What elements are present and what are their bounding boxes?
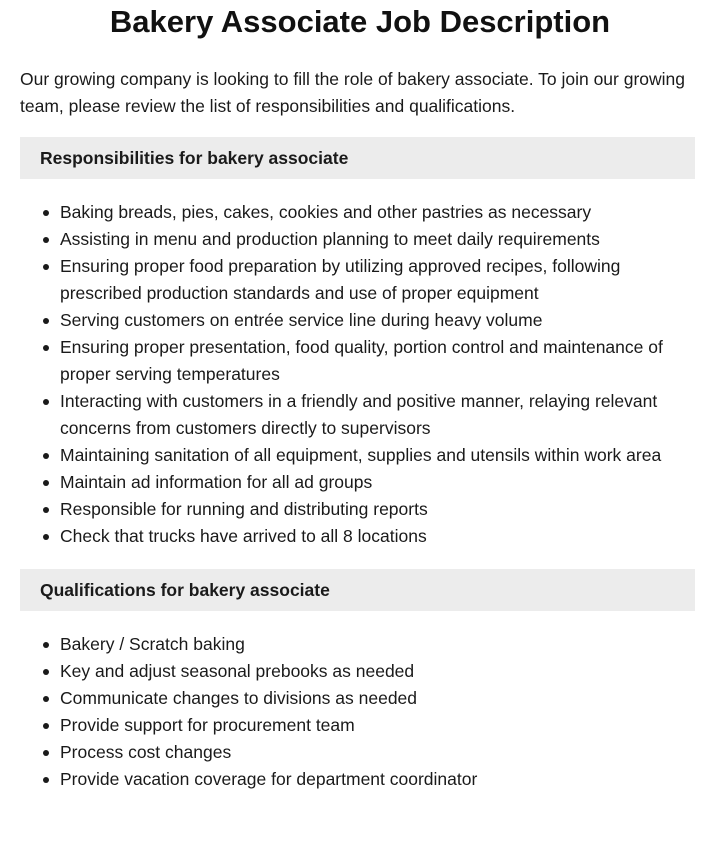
list-item: Responsible for running and distributing reports xyxy=(60,496,700,523)
qualifications-heading: Qualifications for bakery associate xyxy=(20,569,695,611)
list-item: Process cost changes xyxy=(60,739,700,766)
list-item: Provide vacation coverage for department coordinator xyxy=(60,766,700,793)
list-item: Maintain ad information for all ad groups xyxy=(60,469,700,496)
list-item: Bakery / Scratch baking xyxy=(60,631,700,658)
list-item: Interacting with customers in a friendly and positive manner, relaying relevant concerns from customers directly to supervisors xyxy=(60,388,700,442)
list-item: Maintaining sanitation of all equipment, supplies and utensils within work area xyxy=(60,442,700,469)
list-item: Serving customers on entrée service line during heavy volume xyxy=(60,307,700,334)
responsibilities-list xyxy=(20,199,700,550)
list-item: Baking breads, pies, cakes, cookies and other pastries as necessary xyxy=(60,199,700,226)
list-item: Ensuring proper presentation, food quality, portion control and maintenance of proper serving temperatures xyxy=(60,334,700,388)
qualifications-list xyxy=(20,631,700,793)
list-item: Communicate changes to divisions as needed xyxy=(60,685,700,712)
list-item: Check that trucks have arrived to all 8 locations xyxy=(60,523,700,550)
list-item: Ensuring proper food preparation by utilizing approved recipes, following prescribed production standards and use of proper equipment xyxy=(60,253,700,307)
list-item: Key and adjust seasonal prebooks as needed xyxy=(60,658,700,685)
list-item: Assisting in menu and production planning to meet daily requirements xyxy=(60,226,700,253)
list-item: Provide support for procurement team xyxy=(60,712,700,739)
responsibilities-heading: Responsibilities for bakery associate xyxy=(20,137,695,179)
intro-paragraph: Our growing company is looking to fill the role of bakery associate. To join our growing team, please review the list of responsibilities and qualifications. xyxy=(20,69,686,116)
page-title: Bakery Associate Job Description xyxy=(109,4,611,39)
